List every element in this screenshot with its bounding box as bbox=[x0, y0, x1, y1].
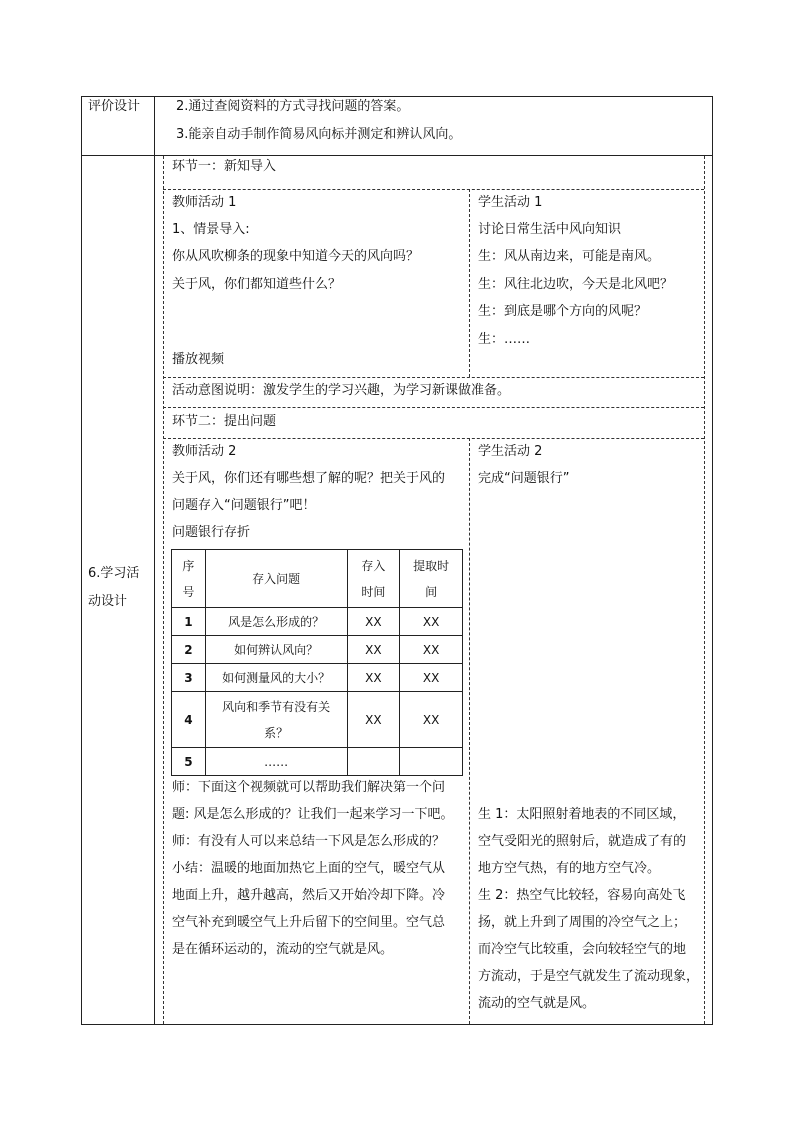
student-activity-1-line: 生：到底是哪个方向的风呢？ bbox=[478, 304, 648, 319]
header-cell: 序号 bbox=[172, 550, 206, 608]
teacher-activity-1-video: 播放视频 bbox=[172, 352, 225, 367]
step2-column-divider bbox=[469, 438, 470, 1024]
section-divider bbox=[81, 155, 713, 156]
teacher-activity-2-line: 地面上升，越升越高，然后又开始冷却下降。冷 bbox=[172, 888, 446, 903]
teacher-activity-2-intro: 问题存入“问题银行”吧！ bbox=[172, 498, 316, 513]
step1-title: 环节一：新知导入 bbox=[172, 159, 277, 174]
activity-section-label-line2: 动设计 bbox=[88, 594, 128, 609]
outer-left-border bbox=[81, 96, 82, 1025]
table-row bbox=[172, 636, 463, 664]
header-cell: 存入问题 bbox=[205, 550, 347, 608]
student-activity-2-line: 空气受阳光的照射后，就造成了有的 bbox=[478, 834, 687, 849]
teacher-activity-2-line: 小结：温暖的地面加热它上面的空气，暖空气从 bbox=[172, 861, 446, 876]
table-row bbox=[172, 692, 463, 748]
teacher-activity-2-line: 是在循环运动的，流动的空气就是风。 bbox=[172, 942, 394, 957]
eval-section-label: 评价设计 bbox=[88, 99, 141, 114]
student-activity-2-line: 生 2：热空气比较轻，容易向高处飞 bbox=[478, 888, 686, 903]
student-activity-2-title: 学生活动 2 bbox=[478, 444, 543, 459]
student-activity-1-line: 生：风从南边来，可能是南风。 bbox=[478, 249, 661, 264]
step2-title-bottom bbox=[163, 438, 704, 439]
teacher-activity-2-line: 师：有没有人可以来总结一下风是怎么形成的？ bbox=[172, 834, 446, 849]
question-cell: 如何测量风的大小？ bbox=[205, 664, 347, 692]
student-activity-2-line: 而冷空气比较重，会向较轻空气的地 bbox=[478, 942, 687, 957]
teacher-activity-2-line: 空气补充到暖空气上升后留下的空间里。空气总 bbox=[172, 915, 446, 930]
student-activity-2-line: 地方空气热，有的地方空气冷。 bbox=[478, 861, 661, 876]
withdraw-time-cell: XX bbox=[400, 664, 463, 692]
student-activity-1-title: 学生活动 1 bbox=[478, 195, 543, 210]
header-cell: 存入时间 bbox=[347, 550, 400, 608]
teacher-activity-1-line: 你从风吹柳条的现象中知道今天的风向吗？ bbox=[172, 249, 420, 264]
outer-top-border bbox=[81, 96, 713, 97]
student-activity-1-line: 讨论日常生活中风向知识 bbox=[478, 222, 622, 237]
student-activity-2-line: 扬，就上升到了周围的冷空气之上； bbox=[478, 915, 687, 930]
question-cell: 风向和季节有没有关系？ bbox=[205, 692, 347, 748]
student-activity-2-line: 生 1：太阳照射着地表的不同区域， bbox=[478, 807, 686, 822]
question-cell: 如何辨认风向？ bbox=[205, 636, 347, 664]
activity-section-label-line1: 6.学习活 bbox=[88, 566, 140, 581]
row-number: 2 bbox=[172, 636, 206, 664]
question-cell: …… bbox=[205, 748, 347, 776]
inner-right-dashed bbox=[704, 156, 705, 1024]
question-bank-table bbox=[171, 549, 463, 776]
intent-bottom bbox=[163, 407, 704, 408]
outer-bottom-border bbox=[81, 1024, 713, 1025]
deposit-time-cell: XX bbox=[347, 608, 400, 636]
activity-intent-note: 活动意图说明：激发学生的学习兴趣，为学习新课做准备。 bbox=[172, 383, 511, 398]
row-number: 4 bbox=[172, 692, 206, 748]
teacher-activity-2-line: 题: 风是怎么形成的？让我们一起来学习一下吧。 bbox=[172, 807, 454, 822]
teacher-activity-1-title: 教师活动 1 bbox=[172, 195, 237, 210]
withdraw-time-cell: XX bbox=[400, 608, 463, 636]
table-row bbox=[172, 664, 463, 692]
student-activity-2-line: 流动的空气就是风。 bbox=[478, 996, 596, 1011]
step1-column-divider bbox=[469, 189, 470, 377]
question-cell: 风是怎么形成的？ bbox=[205, 608, 347, 636]
table-header-row bbox=[172, 550, 463, 608]
deposit-time-cell: XX bbox=[347, 636, 400, 664]
teacher-activity-1-line: 1、情景导入: bbox=[172, 222, 250, 237]
row-number: 3 bbox=[172, 664, 206, 692]
header-cell: 提取时间 bbox=[400, 550, 463, 608]
student-activity-2-task: 完成“问题银行” bbox=[478, 471, 570, 486]
outer-right-border bbox=[712, 96, 713, 1025]
row-number: 1 bbox=[172, 608, 206, 636]
table-row bbox=[172, 608, 463, 636]
inner-left-dashed bbox=[163, 156, 164, 1024]
eval-item-3: 3.能亲自动手制作简易风向标并测定和辨认风向。 bbox=[176, 127, 462, 142]
teacher-activity-2-title: 教师活动 2 bbox=[172, 444, 237, 459]
withdraw-time-cell: XX bbox=[400, 692, 463, 748]
deposit-time-cell: XX bbox=[347, 664, 400, 692]
student-activity-1-line: 生：风往北边吹，今天是北风吧？ bbox=[478, 277, 674, 292]
eval-item-2: 2.通过查阅资料的方式寻找问题的答案。 bbox=[176, 99, 410, 114]
step1-activity-bottom bbox=[163, 377, 704, 378]
table-row bbox=[172, 748, 463, 776]
teacher-activity-2-intro: 关于风，你们还有哪些想了解的呢？把关于风的 bbox=[172, 471, 446, 486]
teacher-activity-1-line: 关于风，你们都知道些什么？ bbox=[172, 277, 342, 292]
deposit-time-cell bbox=[347, 748, 400, 776]
teacher-activity-2-line: 师：下面这个视频就可以帮助我们解决第一个问 bbox=[172, 780, 446, 795]
row-number: 5 bbox=[172, 748, 206, 776]
step1-title-bottom bbox=[163, 189, 704, 190]
question-bank-caption: 问题银行存折 bbox=[172, 525, 251, 540]
withdraw-time-cell bbox=[400, 748, 463, 776]
label-column-divider bbox=[154, 96, 155, 1025]
deposit-time-cell: XX bbox=[347, 692, 400, 748]
step2-title: 环节二：提出问题 bbox=[172, 414, 277, 429]
student-activity-2-line: 方流动，于是空气就发生了流动现象， bbox=[478, 969, 700, 984]
withdraw-time-cell: XX bbox=[400, 636, 463, 664]
student-activity-1-line: 生：…… bbox=[478, 332, 531, 347]
